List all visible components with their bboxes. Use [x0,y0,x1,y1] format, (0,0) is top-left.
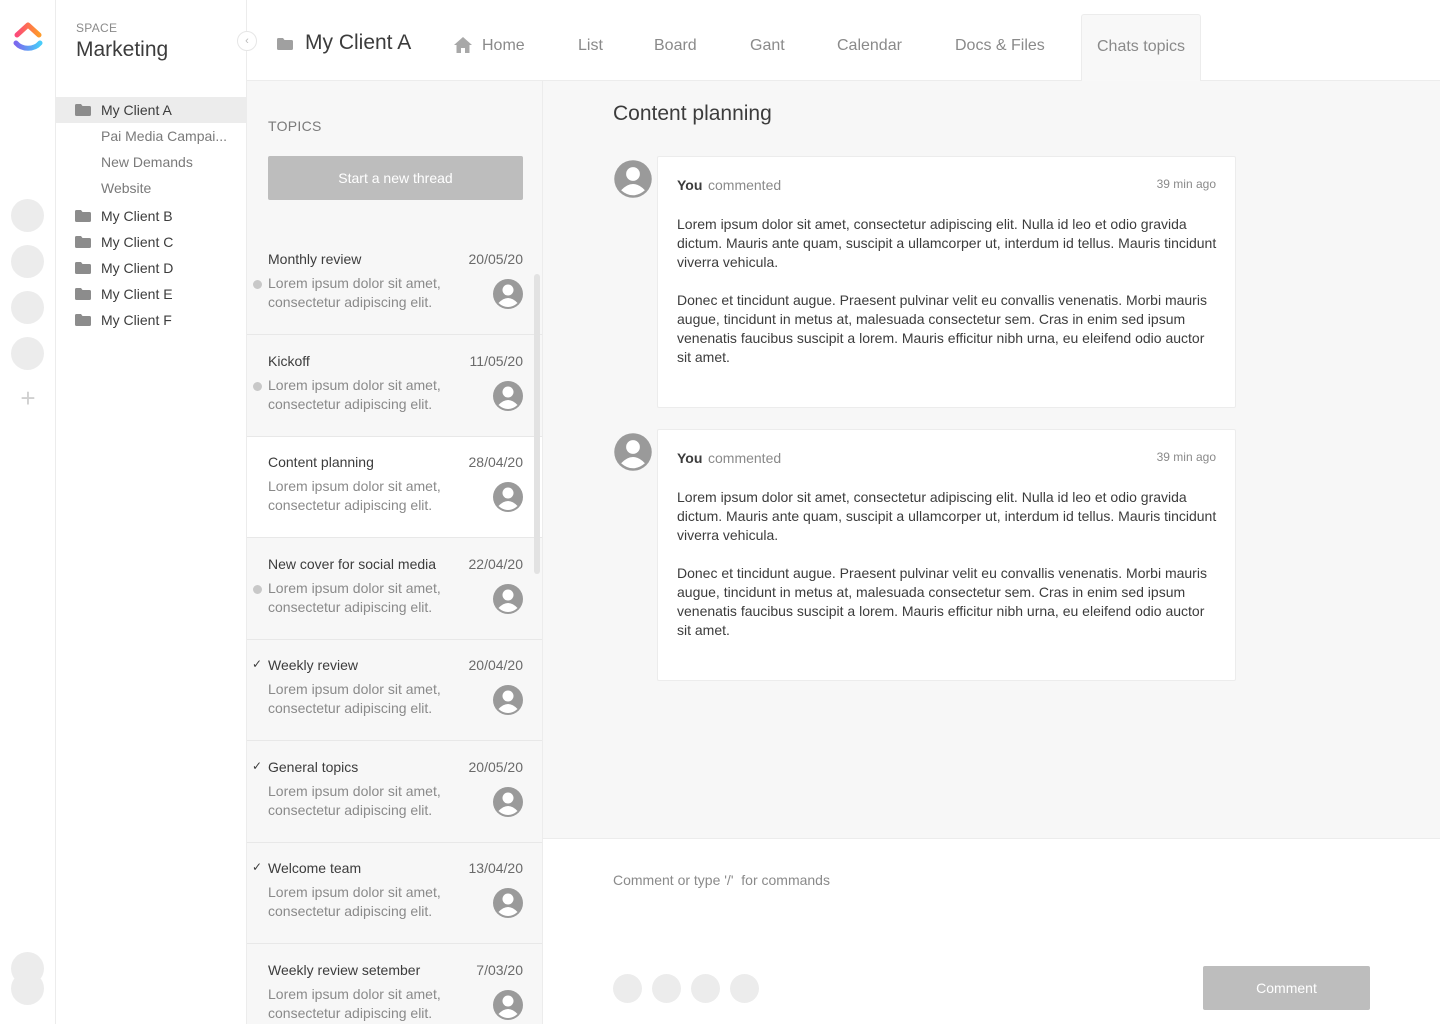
thread-date: 11/05/20 [469,353,523,369]
user-avatar-icon [492,481,524,513]
user-avatar-icon [492,278,524,310]
thread-title: Welcome team [268,860,362,876]
thread-item-selected[interactable] [247,437,542,538]
folder-item-my-client-b[interactable] [56,203,247,229]
folder-label: My Client F [101,312,172,328]
attach-icon[interactable] [613,974,642,1003]
thread-item[interactable] [247,336,542,437]
thread-date: 13/04/20 [468,860,523,876]
user-avatar-icon[interactable] [613,432,653,472]
thread-date: 20/04/20 [468,657,523,673]
thread-preview: Lorem ipsum dolor sit amet, consectetur adipiscing elit. [268,275,441,310]
folder-icon [75,210,91,222]
add-space-icon[interactable]: + [20,383,36,413]
comment-input[interactable] [613,869,1333,891]
thread-preview: Lorem ipsum dolor sit amet, consectetur adipiscing elit. [268,478,441,513]
app-rail [0,0,56,1024]
format-icon[interactable] [730,974,759,1003]
folder-icon [75,236,91,248]
folder-item-my-client-c[interactable] [56,229,247,255]
folder-label: My Client B [101,208,173,224]
list-item-new-demands[interactable] [56,149,247,175]
thread-date: 28/04/20 [468,454,523,470]
user-avatar-icon [492,684,524,716]
list-item-pai-media[interactable] [56,123,247,149]
comment-paragraph: Donec et tincidunt augue. Praesent pulvinar velit eu convallis venenatis. Morbi mauris augue, tincidunt in metus at, malesuada consectetur sem. Cras in enim sed ipsum venenatis faucibus suscipit a lorem. Mauris efficitur nibh urna, eu eleifend odio auctor sit amet. [677,292,1207,365]
folder-label: My Client E [101,286,173,302]
thread-title: General topics [268,759,359,775]
user-avatar-icon [492,887,524,919]
tab-home[interactable]: Home [482,37,525,54]
thread-date: 7/03/20 [476,962,523,978]
folder-icon [75,104,91,116]
resolved-check-icon: ✓ [252,860,263,874]
user-avatar-icon [492,786,524,818]
folder-icon [277,38,293,50]
user-avatar-icon[interactable] [613,159,653,199]
workspace-avatar[interactable] [11,291,44,324]
thread-preview: Lorem ipsum dolor sit amet, consectetur adipiscing elit. [268,783,441,818]
unread-dot-icon [253,585,262,594]
comment-paragraph: Donec et tincidunt augue. Praesent pulvinar velit eu convallis venenatis. Morbi mauris augue, tincidunt in metus at, malesuada consectetur sem. Cras in enim sed ipsum venenatis faucibus suscipit a lorem. Mauris efficitur nibh urna, eu eleifend odio auctor sit amet. [677,565,1207,638]
thread-item[interactable] [247,234,542,335]
folder-icon [75,288,91,300]
tab-list[interactable]: List [578,37,603,54]
comment-action: commented [708,177,782,193]
folder-item-my-client-f[interactable] [56,307,247,333]
workspace-avatar[interactable] [11,337,44,370]
resolved-check-icon: ✓ [252,657,263,671]
user-avatar[interactable] [11,972,44,1005]
thread-title: Weekly review [268,657,358,673]
comment-timestamp: 39 min ago [1156,450,1216,464]
folder-item-my-client-d[interactable] [56,255,247,281]
folder-tree [56,97,247,333]
unread-dot-icon [253,280,262,289]
thread-preview: Lorem ipsum dolor sit amet, consectetur adipiscing elit. [268,377,441,412]
tab-board[interactable]: Board [654,37,697,54]
thread-title: Monthly review [268,251,362,267]
chat-thread-view [543,81,1440,838]
user-avatar-icon [492,583,524,615]
home-icon [453,36,473,54]
thread-title: Weekly review setember [268,962,421,978]
topics-panel [247,81,543,1024]
folder-label: My Client D [101,260,174,276]
thread-title: Content planning [268,454,374,470]
comment-action: commented [708,450,782,466]
tab-chats-topics[interactable]: Chats topics [1081,14,1201,81]
tab-gant[interactable]: Gant [750,37,785,54]
comment-composer [543,838,1440,1024]
comment-submit-button[interactable]: Comment [1203,966,1370,1010]
folder-icon [75,262,91,274]
thread-preview: Lorem ipsum dolor sit amet, consectetur adipiscing elit. [268,884,441,919]
start-new-thread-button[interactable]: Start a new thread [268,156,523,200]
thread-date: 20/05/20 [468,251,523,267]
comment-author[interactable]: You [677,450,703,466]
workspace-avatar[interactable] [11,245,44,278]
unread-dot-icon [253,382,262,391]
space-label: SPACE [76,21,118,35]
folder-label: My Client C [101,234,174,250]
topics-heading: TOPICS [268,118,322,134]
space-sidebar [56,0,247,1024]
user-avatar-icon [492,380,524,412]
tab-docs-files[interactable]: Docs & Files [955,37,1045,54]
comment-author[interactable]: You [677,177,703,193]
comment-card [657,429,1236,681]
folder-item-my-client-a[interactable] [56,97,247,123]
thread-item[interactable] [247,843,542,944]
thread-preview: Lorem ipsum dolor sit amet, consectetur adipiscing elit. [268,986,441,1021]
thread-title: Kickoff [268,353,310,369]
list-label: Pai Media Campai... [101,128,228,144]
thread-preview: Lorem ipsum dolor sit amet, consectetur adipiscing elit. [268,681,441,716]
thread-title: New cover for social media [268,556,437,572]
emoji-icon[interactable] [691,974,720,1003]
resolved-check-icon: ✓ [252,759,263,773]
thread-preview: Lorem ipsum dolor sit amet, consectetur adipiscing elit. [268,580,441,615]
user-avatar-icon [492,989,524,1021]
space-name[interactable]: Marketing [76,38,169,61]
tab-calendar[interactable]: Calendar [837,37,902,54]
comment-paragraph: Lorem ipsum dolor sit amet, consectetur adipiscing elit. Nulla id leo et odio gravida dictum. Mauris ante quam, suscipit a ullamcorper ut, interdum id tellus. Mauris tincidunt viverra vehicula. [677,216,1217,270]
thread-date: 20/05/20 [468,759,523,775]
topics-scrollbar[interactable] [534,274,540,574]
list-item-website[interactable] [56,175,247,201]
folder-item-my-client-e[interactable] [56,281,247,307]
collapse-sidebar-icon[interactable]: ‹ [237,31,257,51]
list-label: New Demands [101,154,193,170]
page-title: My Client A [305,31,412,54]
comment-card [657,156,1236,408]
thread-date: 22/04/20 [468,556,523,572]
list-label: Website [101,180,152,196]
folder-label: My Client A [101,102,172,118]
folder-icon [75,314,91,326]
mention-icon[interactable] [652,974,681,1003]
thread-item[interactable] [247,539,542,640]
thread-item[interactable] [247,640,542,741]
thread-item[interactable] [247,742,542,843]
page-header [247,0,1440,81]
thread-heading: Content planning [613,102,772,125]
comment-paragraph: Lorem ipsum dolor sit amet, consectetur adipiscing elit. Nulla id leo et odio gravida dictum. Mauris ante quam, suscipit a ullamcorper ut, interdum id tellus. Mauris tincidunt viverra vehicula. [677,489,1217,543]
thread-item[interactable] [247,945,542,1024]
comment-timestamp: 39 min ago [1156,177,1216,191]
clickup-logo-icon[interactable] [13,20,43,52]
workspace-avatar[interactable] [11,199,44,232]
